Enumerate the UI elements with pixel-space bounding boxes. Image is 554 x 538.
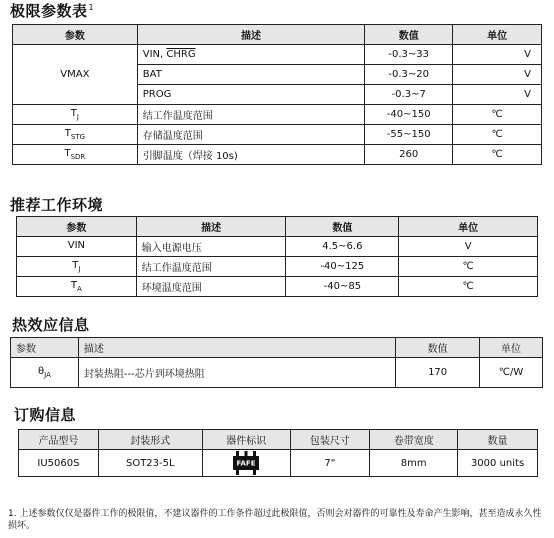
col-header-desc: 描述 [78,338,395,358]
table-row [11,358,543,388]
param-cell: VIN [17,237,137,257]
unit-cell: ℃ [399,257,538,277]
value-cell: -0.3~7 [365,85,453,105]
col-header-param: 参数 [13,25,138,45]
section-title-ordering: 订购信息 [14,406,77,424]
chrg-overline: CHRG [166,49,196,60]
value-cell: 260 [365,145,453,165]
value-cell: -0.3~20 [365,65,453,85]
absolute-max-table [12,24,542,165]
desc-cell: 结工作温度范围 [136,257,286,277]
col-header-param: 参数 [17,217,137,237]
value-cell: -55~150 [365,125,453,145]
package-cell: SOT23-5L [98,450,202,477]
value-cell: -40~85 [286,277,399,297]
section-title-thermal: 热效应信息 [12,316,90,334]
desc-cell: 封装热阻---芯片到环境热阻 [78,358,395,388]
col-header-model: 产品型号 [19,430,99,450]
col-header-qty: 数量 [458,430,538,450]
desc-cell: 环境温度范围 [136,277,286,297]
table-row [13,145,542,165]
col-header-unit: 单位 [453,25,542,45]
ordering-info-table [18,429,538,477]
unit-cell: ℃ [453,105,542,125]
col-header-value: 数值 [286,217,399,237]
tape-width-cell: 8mm [370,450,458,477]
desc-cell: 结工作温度范围 [137,105,364,125]
table-header-row [13,25,542,45]
unit-cell: ℃ [453,145,542,165]
desc-cell: 输入电源电压 [136,237,286,257]
table-header-row [11,338,543,358]
unit-cell: ℃/W [480,358,543,388]
value-cell: -0.3~33 [365,45,453,65]
table-header-row [17,217,538,237]
col-header-pack-size: 包装尺寸 [290,430,370,450]
param-cell: $T_{STG}$ [13,125,138,145]
param-cell: $\theta_{JA}$ [11,358,79,388]
unit-cell: V [399,237,538,257]
value-cell: -40~125 [286,257,399,277]
desc-cell: 存储温度范围 [137,125,364,145]
unit-cell: ℃ [399,277,538,297]
col-header-value: 数值 [396,338,480,358]
col-header-tape-width: 卷带宽度 [370,430,458,450]
value-cell: 4.5~6.6 [286,237,399,257]
table-row [13,45,542,65]
param-cell: $T_A$ [17,277,137,297]
unit-cell: ℃ [453,125,542,145]
col-header-desc: 描述 [137,25,364,45]
pack-size-cell: 7" [290,450,370,477]
unit-cell: V [453,65,542,85]
model-cell: IU5060S [19,450,99,477]
col-header-unit: 单位 [399,217,538,237]
unit-cell: V [453,45,542,65]
title-footnote-mark: 1 [88,3,95,12]
value-cell: 170 [396,358,480,388]
desc-cell: VIN, CHRG [137,45,364,65]
sot23-package-icon [231,451,261,475]
thermal-info-table [10,337,543,388]
param-cell: $T_J$ [13,105,138,125]
section-title-absolute-max: 极限参数表$^1$ [10,2,95,20]
table-row [17,237,538,257]
table-row [13,125,542,145]
col-header-unit: 单位 [480,338,543,358]
col-header-package: 封装形式 [98,430,202,450]
desc-cell: PROG [137,85,364,105]
param-cell: $T_J$ [17,257,137,277]
desc-cell: BAT [137,65,364,85]
table-row [17,257,538,277]
marking-text: FAFE [236,459,256,468]
table-row [13,105,542,125]
marking-cell [202,450,290,477]
desc-cell: 引脚温度（焊接 10s) [137,145,364,165]
param-vmax: VMAX [13,45,138,105]
param-cell: $T_{SDR}$ [13,145,138,165]
footnote: 1. 上述参数仅仅是器件工作的极限值，不建议器件的工作条件超过此极限值，否则会对器件的可靠性及寿命产生影响，甚至造成永久性损坏。 [8,509,542,531]
table-row [17,277,538,297]
col-header-desc: 描述 [136,217,286,237]
table-row [19,450,538,477]
col-header-param: 参数 [11,338,79,358]
section-title-recommended: 推荐工作环境 [10,196,104,214]
unit-cell: V [453,85,542,105]
recommended-conditions-table [16,216,538,297]
col-header-value: 数值 [365,25,453,45]
qty-cell: 3000 units [458,450,538,477]
value-cell: -40~150 [365,105,453,125]
table-header-row [19,430,538,450]
col-header-marking: 器件标识 [202,430,290,450]
